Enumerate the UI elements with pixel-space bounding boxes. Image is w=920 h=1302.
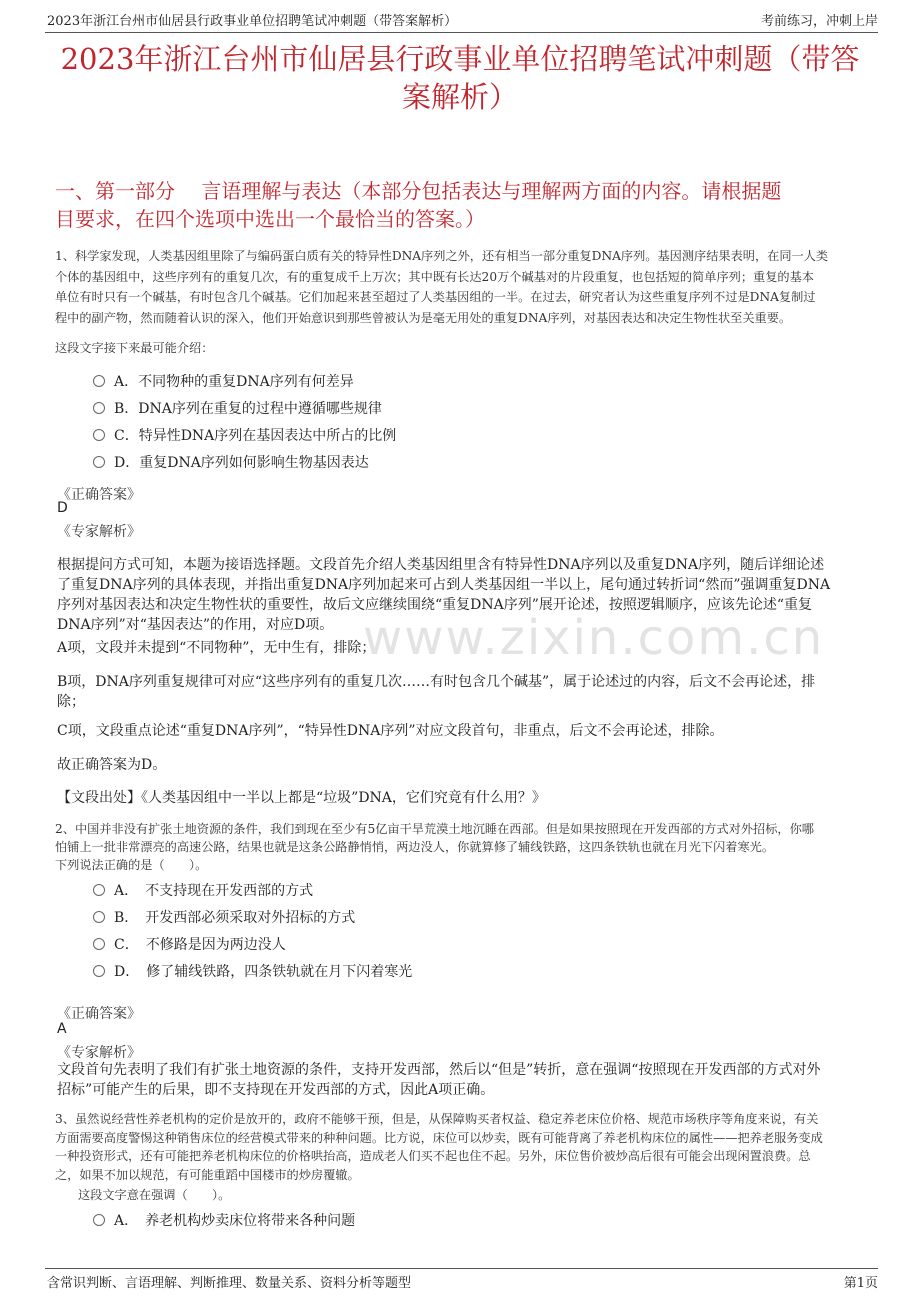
radio-icon[interactable] xyxy=(93,884,105,896)
page-title-line2: 案解析） xyxy=(401,80,518,114)
q1-analysis-line: 序列对基因表达和决定生物性状的重要性，故后文应继续围绕“重复DNA序列”展开论述，按照逻辑顺序，应该先论述“重复 xyxy=(57,597,813,613)
q1-analysis-line: DNA序列”对“基因表达”的作用，对应D项。 xyxy=(57,617,334,633)
q1-analysis-line: 根据提问方式可知，本题为接语选择题。文段首先介绍人类基因组里含有特异性DNA序列以及重复DNA序列，随后详细论述 xyxy=(57,557,825,573)
q1-option-c[interactable] xyxy=(93,426,396,446)
q1-prompt: 这段文字接下来最可能介绍： xyxy=(55,341,214,355)
q1-answer: D xyxy=(57,500,68,516)
section-heading-line2: 目要求，在四个选项中选出一个最恰当的答案。） xyxy=(55,207,485,231)
q2-analysis-line: 招标”可能产生的后果，即不支持现在开发西部的方式，因此A项正确。 xyxy=(57,1082,495,1098)
q2-analysis-line: 文段首句先表明了我们有扩张土地资源的条件，支持开发西部，然后以“但是”转折，意在强调“按照现在开发西部的方式对外 xyxy=(57,1062,821,1078)
option-label: D．重复DNA序列如何影响生物基因表达 xyxy=(114,455,369,471)
q2-stem-line: 怕铺上一批非常漂亮的高速公路，结果也就是这条公路静悄悄，两边没人，你就算修了辅线铁路，这四条铁轨也就在月光下闪着寒光。 xyxy=(55,840,775,854)
q1-stem-line: 个体的基因组中，这些序列有的重复几次，有的重复成千上万次；其中既有长达20万个碱基对的片段重复，也包括短的简单序列；重复的基本 xyxy=(55,269,814,284)
radio-icon[interactable] xyxy=(93,965,105,977)
q1-note-a: A项，文段并未提到“不同物种”，无中生有，排除； xyxy=(57,640,376,656)
option-label: C．特异性DNA序列在基因表达中所占的比例 xyxy=(114,428,397,444)
q1-note-b-line: B项，DNA序列重复规律可对应“这些序列有的重复几次……有时包含几个碱基”，属于论述过的内容，后文不会再论述，排 xyxy=(57,674,816,690)
option-label: D． 修了辅线铁路，四条铁轨就在月下闪着寒光 xyxy=(114,964,413,980)
q3-option-a[interactable] xyxy=(93,1211,355,1231)
q3-stem-line: 3、虽然说经营性养老机构的定价是放开的，政府不能够干预，但是，从保障购买者权益、稳定养老床位价格、规范市场秩序等角度来说，有关 xyxy=(55,1112,819,1126)
q2-option-a[interactable] xyxy=(93,881,313,901)
section-heading-line1: 一、第一部分 言语理解与表达（本部分包括表达与理解两方面的内容。请根据题 xyxy=(55,179,782,203)
q2-prompt: 下列说法正确的是（ ）。 xyxy=(55,858,208,872)
radio-icon[interactable] xyxy=(93,429,105,441)
q1-analysis xyxy=(57,555,872,635)
q1-note-b-line: 除； xyxy=(57,694,85,710)
q1-option-d[interactable] xyxy=(93,453,369,473)
page-title-line1: 2023年浙江台州市仙居县行政事业单位招聘笔试冲刺题（带答 xyxy=(60,42,860,76)
q3-prompt: 这段文字意在强调（ ）。 xyxy=(78,1188,231,1202)
option-label: A． 不支持现在开发西部的方式 xyxy=(114,883,314,899)
radio-icon[interactable] xyxy=(93,375,105,387)
q3-stem-line: 方面需要高度警惕这种销售床位的经营模式带来的种种问题。比方说，床位可以炒卖，既有可能背离了养老机构床位的属性——把养老服务变成 xyxy=(55,1130,823,1145)
q1-stem-line: 程中的副产物，然而随着认识的深入，他们开始意识到那些曾被认为是毫无用处的重复DNA序列，对基因表达和决定生物性状至关重要。 xyxy=(55,310,792,325)
q1-stem-line: 单位有时只有一个碱基，有时包含几个碱基。它们加起来甚至超过了人类基因组的一半。在过去，研究者认为这些重复序列不过是DNA复制过 xyxy=(55,290,816,304)
q3-stem xyxy=(55,1110,872,1184)
q1-analysis-label: 《专家解析》 xyxy=(57,524,141,540)
radio-icon[interactable] xyxy=(93,938,105,950)
option-label: C． 不修路是因为两边没人 xyxy=(114,937,286,953)
footer-note: 含常识判断、言语理解、判断推理、数量关系、资料分析等题型 xyxy=(47,1276,412,1291)
radio-icon[interactable] xyxy=(93,402,105,414)
section-heading xyxy=(55,177,870,233)
q1-analysis-line: 了重复DNA序列的具体表现，并指出重复DNA序列加起来可占到人类基因组一半以上，尾句通过转折词“然而”强调重复DNA xyxy=(57,577,831,593)
q2-option-d[interactable] xyxy=(93,962,412,982)
q3-stem-line: 一种投资形式，还有可能把养老机构床位的价格哄抬高，造成老人们买不起也住不起。另外，床位售价被炒高后很有可能会出现闲置浪费。总 xyxy=(55,1149,811,1163)
q1-answer-label: 《正确答案》 xyxy=(57,487,141,503)
watermark: www.zixin.com.cn xyxy=(363,610,825,666)
q2-analysis-label: 《专家解析》 xyxy=(57,1045,141,1061)
q2-answer: A xyxy=(57,1021,67,1037)
radio-icon[interactable] xyxy=(93,1214,105,1226)
footer-divider xyxy=(45,1268,878,1269)
q3-stem-line: 之，如果不加以规范，有可能重蹈中国楼市的炒房覆辙。 xyxy=(55,1167,360,1182)
q2-stem xyxy=(55,820,872,856)
q2-stem-line: 2、中国并非没有扩张土地资源的条件，我们到现在至少有5亿亩干旱荒漠土地沉睡在西部。但是如果按照现在开发西部的方式对外招标，你哪 xyxy=(55,822,814,836)
q1-stem xyxy=(55,246,872,328)
header-divider xyxy=(45,32,878,33)
q2-answer-label: 《正确答案》 xyxy=(57,1006,141,1022)
header-title: 2023年浙江台州市仙居县行政事业单位招聘笔试冲刺题（带答案解析） xyxy=(47,14,458,29)
page-title xyxy=(50,40,870,116)
q2-analysis xyxy=(57,1060,872,1100)
option-label: A．不同物种的重复DNA序列有何差异 xyxy=(114,374,354,390)
radio-icon[interactable] xyxy=(93,456,105,468)
q1-note-c: C项，文段重点论述“重复DNA序列”，“特异性DNA序列”对应文段首句，非重点，后文不会再论述，排除。 xyxy=(57,723,724,739)
q2-option-c[interactable] xyxy=(93,935,286,955)
q1-conclusion: 故正确答案为D。 xyxy=(57,757,167,773)
q2-option-b[interactable] xyxy=(93,908,355,928)
q1-option-a[interactable] xyxy=(93,372,354,392)
header-slogan: 考前练习，冲刺上岸 xyxy=(760,14,878,29)
q1-option-b[interactable] xyxy=(93,399,382,419)
q1-note-b xyxy=(57,672,872,712)
option-label: A． 养老机构炒卖床位将带来各种问题 xyxy=(114,1213,356,1229)
q1-stem-line: 1、科学家发现，人类基因组里除了与编码蛋白质有关的特异性DNA序列之外，还有相当一部分重复DNA序列。基因测序结果表明，在同一人类 xyxy=(55,249,829,263)
option-label: B．DNA序列在重复的过程中遵循哪些规律 xyxy=(114,401,382,417)
page-number: 第1页 xyxy=(843,1276,878,1291)
option-label: B． 开发西部必须采取对外招标的方式 xyxy=(114,910,356,926)
radio-icon[interactable] xyxy=(93,911,105,923)
q1-source: 【文段出处】《人类基因组中一半以上都是“垃圾”DNA，它们究竟有什么用？》 xyxy=(57,790,546,806)
